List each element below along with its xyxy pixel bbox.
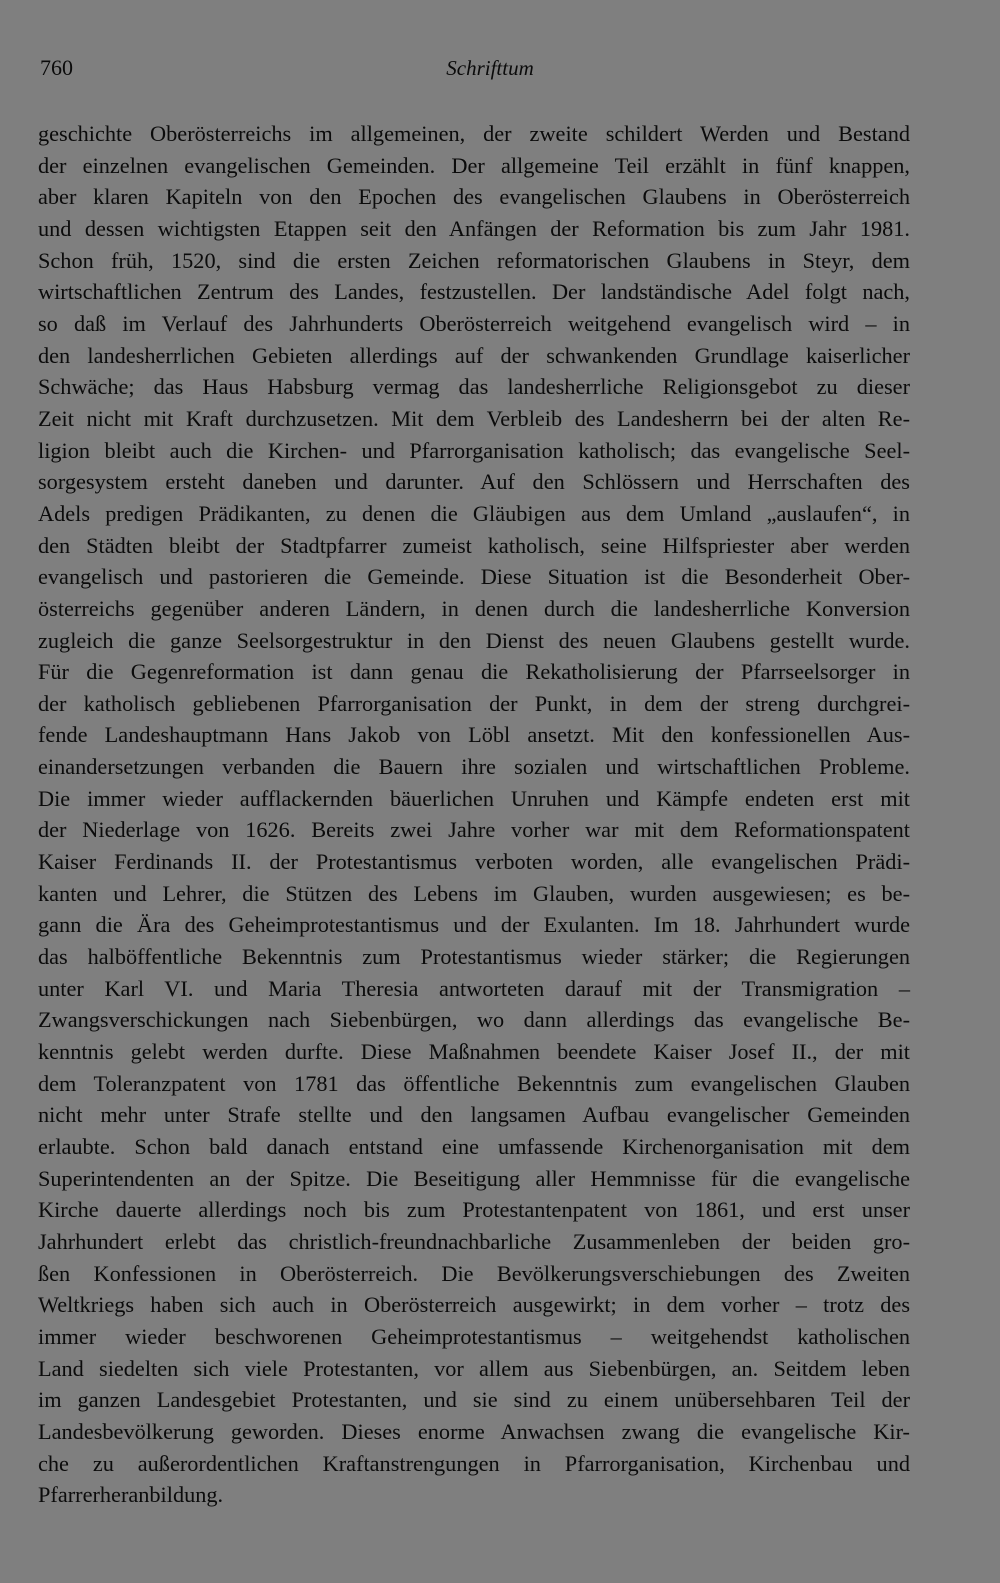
text-line: den Städten bleibt der Stadtpfarrer zumeist katholisch, seine Hilfspriester aber werden (38, 532, 910, 558)
text-line: der Niederlage von 1626. Bereits zwei Jahre vorher war mit dem Reformationspatent (38, 817, 910, 843)
running-head: Schrifttum (446, 56, 534, 80)
text-line: Jahrhundert erlebt das christlich-freundnachbarliche Zusammenleben der beiden gro- (38, 1228, 910, 1254)
text-line: Weltkriegs haben sich auch in Oberösterreich ausgewirkt; in dem vorher – trotz des (38, 1292, 910, 1318)
text-line: Land siedelten sich viele Protestanten, vor allem aus Siebenbürgen, an. Seitdem leben (38, 1355, 910, 1381)
text-line: erlaubte. Schon bald danach entstand eine umfassende Kirchenorganisation mit dem (38, 1134, 910, 1159)
text-line: Zwangsverschickungen nach Siebenbürgen, wo dann allerdings das evangelische Be- (38, 1007, 910, 1033)
text-line: das halböffentliche Bekenntnis zum Protestantismus wieder stärker; die Regierungen (38, 944, 910, 970)
text-line: Adels predigen Prädikanten, zu denen die Gläubigen aus dem Umland „auslaufen“, in (38, 500, 910, 526)
text-line: Schwäche; das Haus Habsburg vermag das landesherrliche Religionsgebot zu dieser (38, 374, 910, 400)
page-header (40, 52, 940, 84)
page-number: 760 (40, 55, 73, 80)
text-line: Für die Gegenreformation ist dann genau die Rekatholisierung der Pfarrseelsorger in (38, 659, 910, 685)
text-line: einandersetzungen verbanden die Bauern ihre sozialen und wirtschaftlichen Probleme. (38, 754, 910, 780)
text-line: sorgesystem ersteht daneben und darunter. Auf den Schlössern und Herrschaften des (38, 469, 910, 495)
text-line: gann die Ära des Geheimprotestantismus und der Exulanten. Im 18. Jahrhundert wurde (38, 912, 910, 938)
text-line: so daß im Verlauf des Jahrhunderts Oberösterreich weitgehend evangelisch wird – in (38, 310, 910, 336)
text-line: aber klaren Kapiteln von den Epochen des evangelischen Glaubens in Oberösterreich (38, 184, 910, 210)
text-line: evangelisch und pastorieren die Gemeinde. Diese Situation ist die Besonderheit Ober- (38, 564, 910, 590)
body-paragraph (38, 118, 910, 1511)
text-line: unter Karl VI. und Maria Theresia antworteten darauf mit der Transmigration – (38, 975, 910, 1001)
text-line: der einzelnen evangelischen Gemeinden. Der allgemeine Teil erzählt in fünf knappen, (38, 152, 910, 178)
text-line: Pfarrerheranbildung. (38, 1482, 224, 1508)
text-line: Landesbevölkerung geworden. Dieses enorme Anwachsen zwang die evangelische Kir- (38, 1418, 910, 1444)
text-line: dem Toleranzpatent von 1781 das öffentliche Bekenntnis zum evangelischen Glauben (38, 1070, 910, 1096)
text-line: ßen Konfessionen in Oberösterreich. Die Bevölkerungsverschiebungen des Zweiten (38, 1260, 910, 1286)
text-line: Die immer wieder aufflackernden bäuerlichen Unruhen und Kämpfe endeten erst mit (38, 785, 910, 811)
text-line: Schon früh, 1520, sind die ersten Zeichen reformatorischen Glaubens in Steyr, dem (38, 247, 910, 273)
text-line: zugleich die ganze Seelsorgestruktur in den Dienst des neuen Glaubens gestellt wurde. (38, 627, 910, 653)
text-line: Superintendenten an der Spitze. Die Beseitigung aller Hemmnisse für die evangelische (38, 1165, 910, 1191)
text-line: den landesherrlichen Gebieten allerdings auf der schwankenden Grundlage kaiserlicher (38, 342, 910, 368)
text-line: österreichs gegenüber anderen Ländern, in denen durch die landesherrliche Konversion (38, 595, 910, 621)
text-line: und dessen wichtigsten Etappen seit den Anfängen der Reformation bis zum Jahr 1981. (38, 215, 910, 241)
text-line: Kaiser Ferdinands II. der Protestantismus verboten worden, alle evangelischen Prädi- (38, 849, 910, 875)
text-line: wirtschaftlichen Zentrum des Landes, festzustellen. Der landständische Adel folgt nach, (38, 279, 910, 305)
text-line: nicht mehr unter Strafe stellte und den langsamen Aufbau evangelischer Gemeinden (38, 1102, 910, 1128)
text-line: der katholisch gebliebenen Pfarrorganisation der Punkt, in dem der streng durchgrei- (38, 690, 910, 716)
text-line: Zeit nicht mit Kraft durchzusetzen. Mit dem Verbleib des Landesherrn bei der alten Re- (38, 405, 910, 431)
text-line: kanten und Lehrer, die Stützen des Lebens im Glauben, wurden ausgewiesen; es be- (38, 880, 910, 906)
text-line: im ganzen Landesgebiet Protestanten, und sie sind zu einem unübersehbaren Teil der (38, 1387, 910, 1413)
text-line: geschichte Oberösterreichs im allgemeinen, der zweite schildert Werden und Bestand (38, 121, 910, 146)
text-line: immer wieder beschworenen Geheimprotestantismus – weitgehendst katholischen (38, 1323, 910, 1349)
text-line: ligion bleibt auch die Kirchen- und Pfarrorganisation katholisch; das evangelische Seel- (38, 437, 910, 463)
text-line: kenntnis gelebt werden durfte. Diese Maßnahmen beendete Kaiser Josef II., der mit (38, 1039, 910, 1065)
text-line: Kirche dauerte allerdings noch bis zum Protestantenpatent von 1861, und erst unser (38, 1197, 910, 1223)
text-line: fende Landeshauptmann Hans Jakob von Löbl ansetzt. Mit den konfessionellen Aus- (38, 722, 910, 748)
text-line: che zu außerordentlichen Kraftanstrengungen in Pfarrorganisation, Kirchenbau und (38, 1450, 910, 1476)
